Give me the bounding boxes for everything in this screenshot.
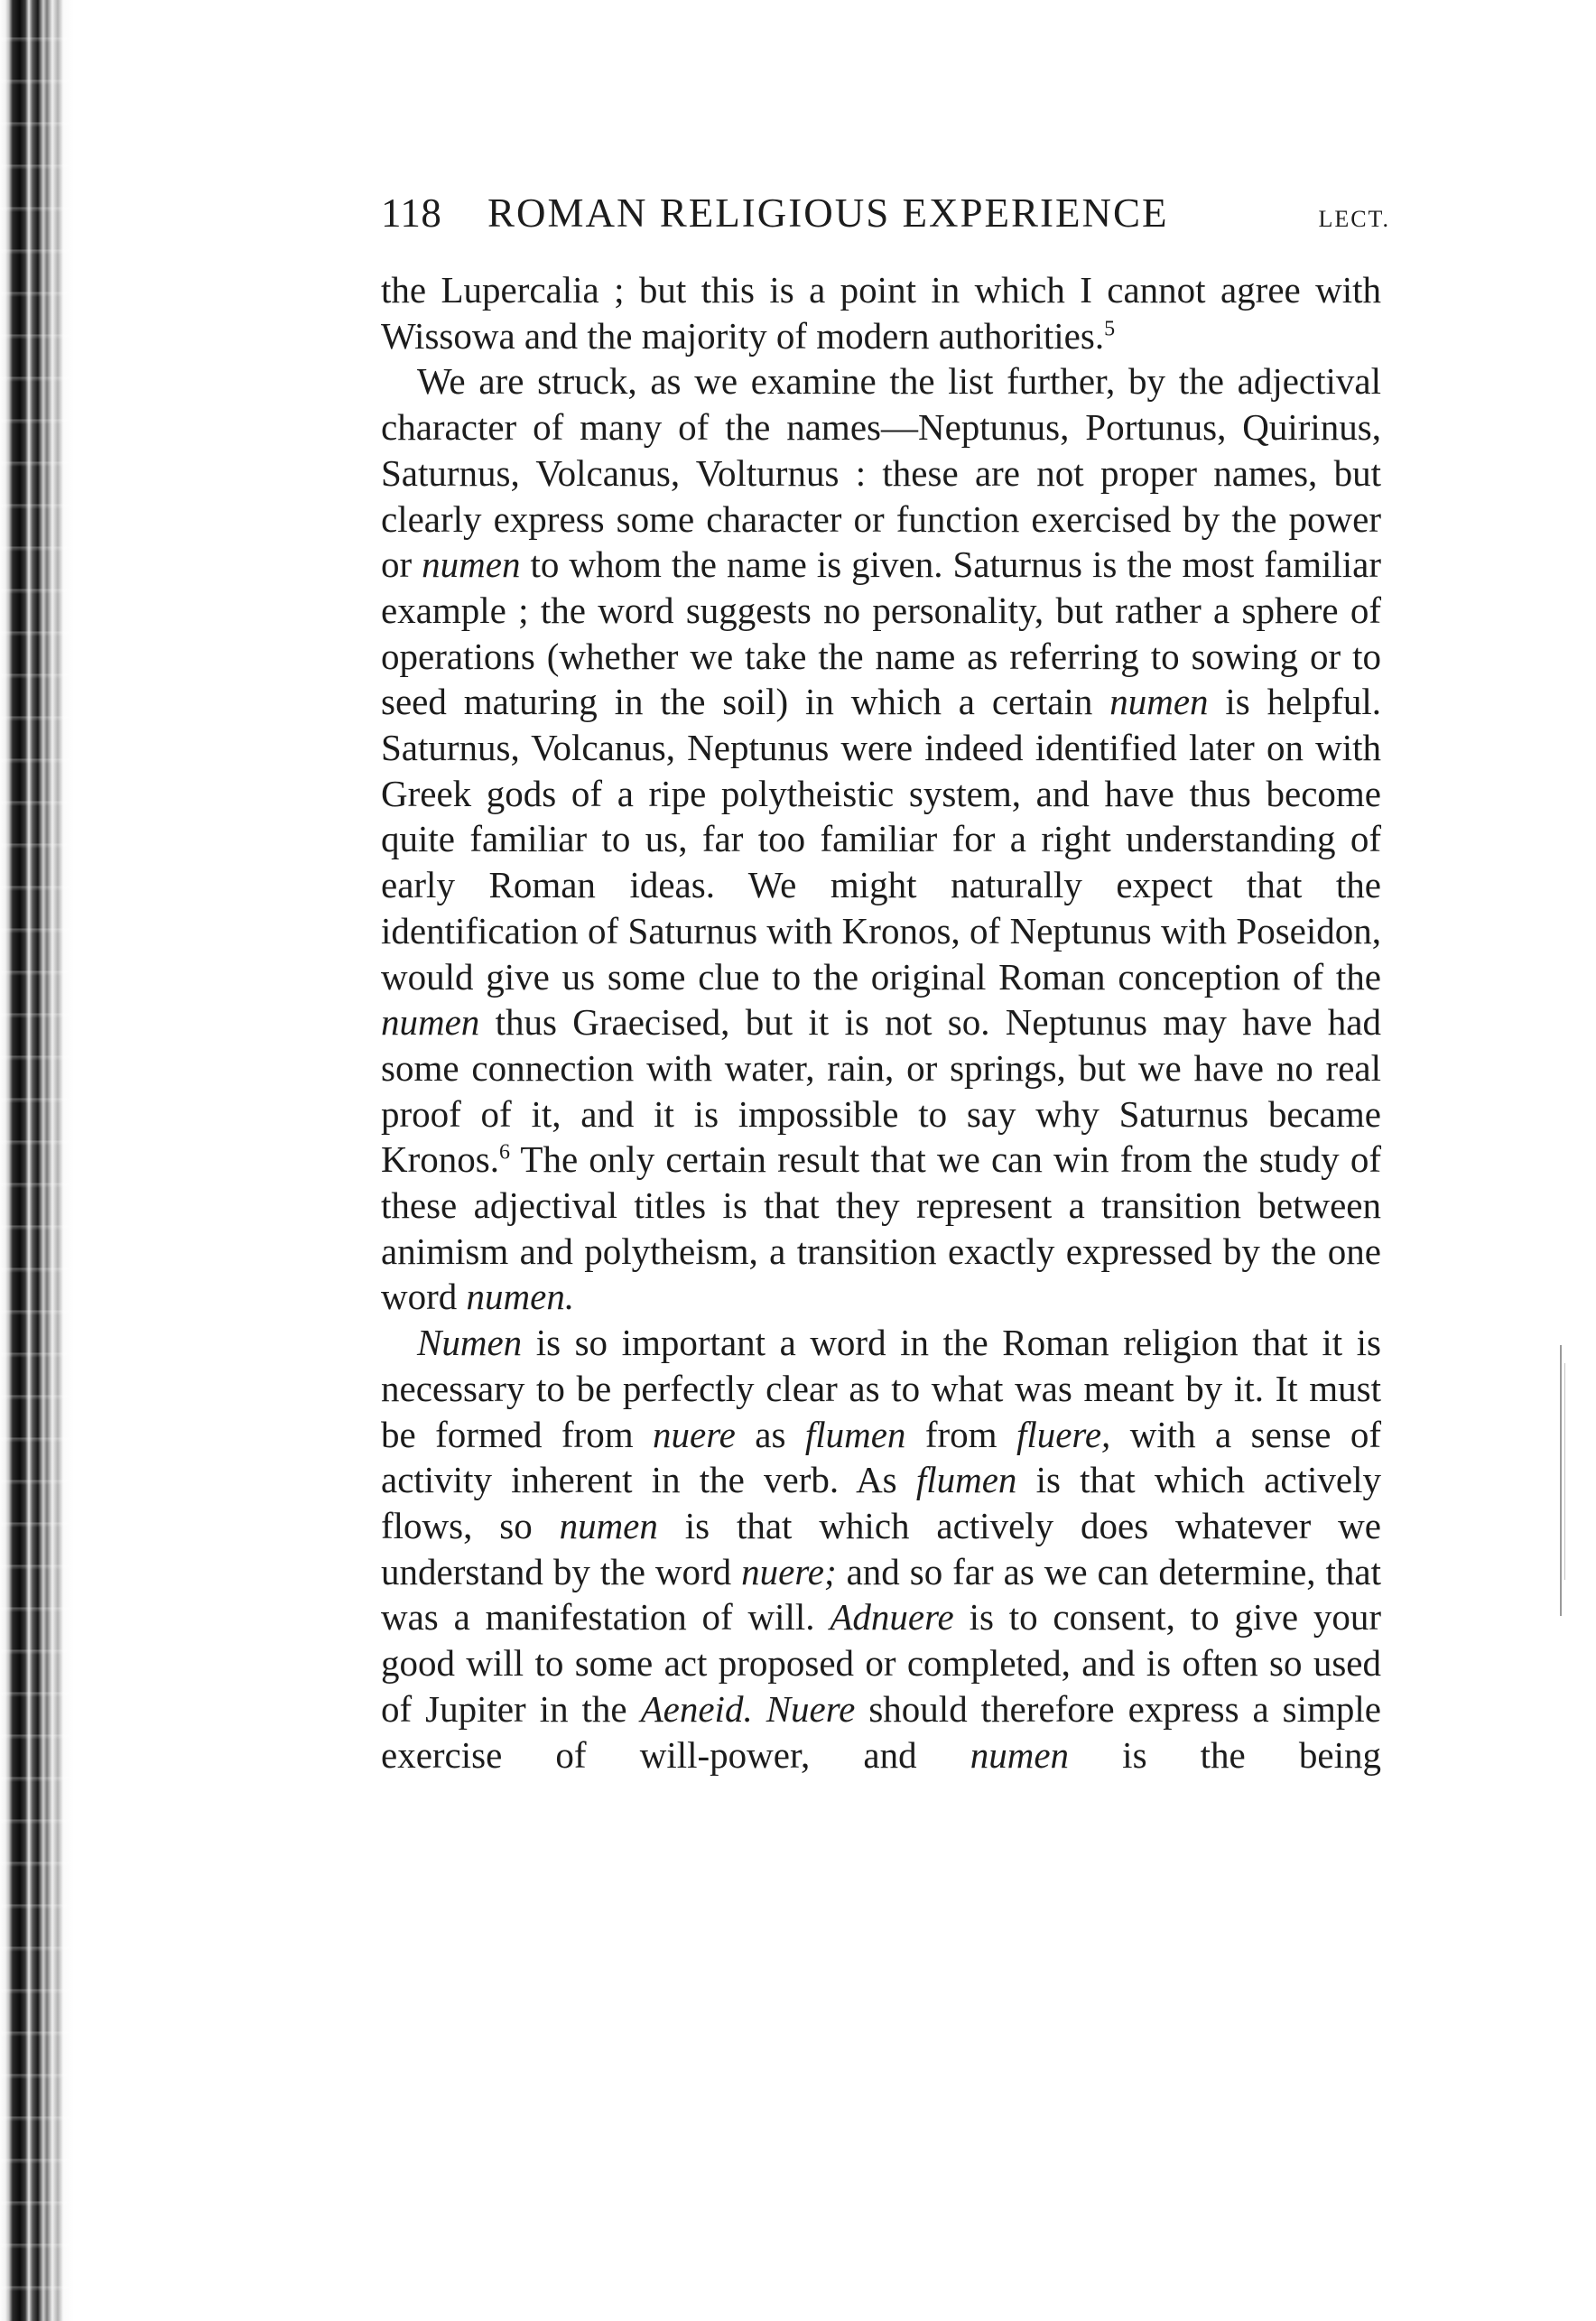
italic-term: numen (422, 543, 521, 586)
paragraph-adjectival-names (381, 358, 1381, 1320)
italic-term: nuere (653, 1413, 736, 1455)
paragraph-continued (381, 267, 1381, 358)
italic-term: Adnuere (830, 1596, 954, 1639)
italic-term: numen (1109, 681, 1209, 723)
italic-term: nuere; (741, 1550, 837, 1592)
page-edge-mark (1560, 1345, 1562, 1616)
page-edge-mark (1564, 1363, 1565, 1580)
italic-term: numen (381, 1001, 480, 1044)
text-run: is helpful. Saturnus, Volcanus, Neptunus were indeed identified later on with Greek gods of a ripe polytheistic system, and have thus become quite familiar to us, far too familiar for a right understanding of early Roman ideas. We might naturally expect that the identification of Saturnus with Kronos, of Neptunus with Poseidon, would give us some clue to the original Roman conception of the (381, 681, 1381, 998)
lecture-mark: LECT. (1318, 206, 1390, 232)
paragraph-numen-definition (381, 1320, 1381, 1778)
book-binding-edge (0, 0, 74, 2321)
text-run: is that which actively flows, so (381, 1459, 1381, 1546)
italic-term: Aeneid. (640, 1687, 753, 1730)
italic-term: numen (559, 1504, 658, 1546)
footnote-ref: 5 (1104, 317, 1116, 341)
text-run: to whom the name is given. Saturnus is the most familiar example ; the word suggests no personality, but rather a sphere of operations (whether we take the name as referring to sowing or to seed maturing in the soil) in which a certain (381, 543, 1381, 723)
text-run: We are struck, as we examine the list further, by the adjectival character of many of the names—Neptunus, Portunus, Quirinus, Saturnus, Volcanus, Volturnus : these are not proper names, but clearly express some character or function exercised by the power or (381, 360, 1381, 586)
italic-term: Numen (417, 1322, 523, 1364)
italic-term: flumen (915, 1459, 1017, 1501)
text-run: thus Graecised, but it is not so. Neptunus may have had some connection with water, rain, or springs, but we have no real proof of it, and it is impossible to say why Saturnus became Kronos. (381, 1001, 1381, 1181)
text-run: the Lupercalia ; but this is a point in which I cannot agree with Wissowa and the majority of modern authorities. (381, 269, 1381, 357)
running-title: ROMAN RELIGIOUS EXPERIENCE (487, 190, 1169, 236)
text-run: is so important a word in the Roman religion that it is necessary to be perfectly clear as to what was meant by it. It must be formed from (381, 1322, 1381, 1455)
italic-term: numen (970, 1733, 1070, 1776)
text-run: is that which actively does whatever we understand by the word (381, 1504, 1381, 1592)
italic-term: fluere, (1016, 1413, 1111, 1455)
text-run: with a sense of activity inherent in the verb. As (381, 1413, 1381, 1501)
text-run: from (905, 1413, 1016, 1455)
italic-term: flumen (804, 1413, 906, 1455)
text-run: should therefore express a simple exercise of will-power, and (381, 1687, 1382, 1776)
text-run (753, 1688, 766, 1730)
italic-term: Nuere (766, 1687, 856, 1730)
text-run: The only certain result that we can win from the study of these adjectival titles is that they represent a transition between animism and polytheism, a transition exactly expressed by the one word (381, 1138, 1381, 1318)
text-run: as (735, 1413, 805, 1455)
running-head (381, 190, 1390, 244)
text-run: and so far as we can determine, that was a manifestation of will. (381, 1550, 1382, 1639)
text-run: is the being (1069, 1733, 1381, 1776)
footnote-ref: 6 (498, 1140, 510, 1165)
text-run: is to consent, to give your good will to some act proposed or completed, and is often so used of Jupiter in the (381, 1596, 1381, 1730)
page-number: 118 (381, 190, 442, 236)
body-text (381, 267, 1381, 1778)
italic-term: numen. (466, 1276, 575, 1318)
